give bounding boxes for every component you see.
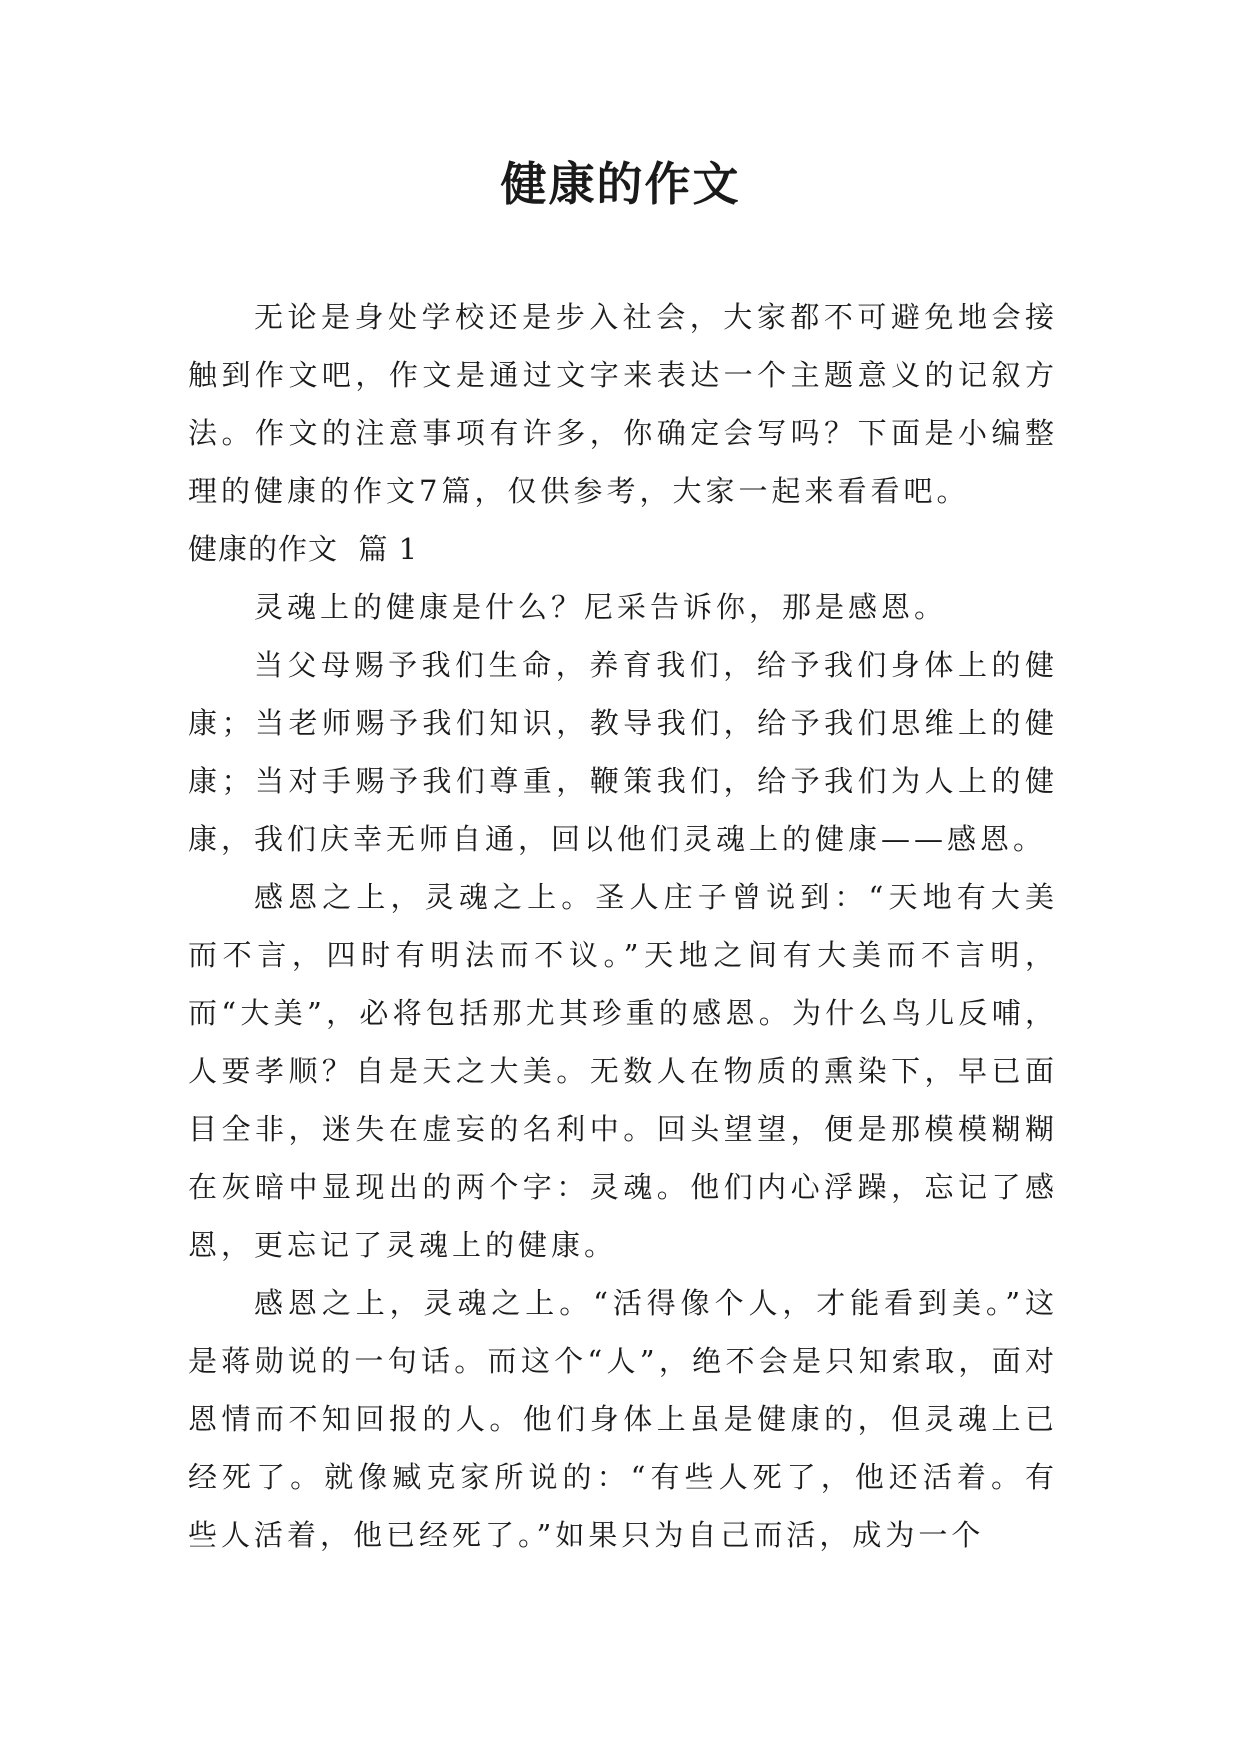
document-body bbox=[188, 288, 1058, 1564]
section-heading: 健康的作文 篇 1 bbox=[188, 532, 419, 566]
intro-paragraph: 无论是身处学校还是步入社会，大家都不可避免地会接触到作文吧，作文是通过文字来表达一个主题意义的记叙方法。作文的注意事项有许多，你确定会写吗？下面是小编整理的健康的作文7篇，仅供参考，大家一起来看看吧。 bbox=[188, 300, 1058, 508]
body-paragraph-4: 感恩之上，灵魂之上。“活得像个人，才能看到美。”这是蒋勋说的一句话。而这个“人”，绝不会是只知索取，面对恩情而不知回报的人。他们身体上虽是健康的，但灵魂上已经死了。就像臧克家所说的：“有些人死了，他还活着。有些人活着，他已经死了。”如果只为自己而活，成为一个 bbox=[188, 1286, 1058, 1552]
body-paragraph-3: 感恩之上，灵魂之上。圣人庄子曾说到：“天地有大美而不言，四时有明法而不议。”天地之间有大美而不言明，而“大美”，必将包括那尤其珍重的感恩。为什么鸟儿反哺，人要孝顺？自是天之大美。无数人在物质的熏染下，早已面目全非，迷失在虚妄的名利中。回头望望，便是那模模糊糊在灰暗中显现出的两个字：灵魂。他们内心浮躁，忘记了感恩，更忘记了灵魂上的健康。 bbox=[188, 880, 1058, 1262]
body-paragraph-1: 灵魂上的健康是什么？尼采告诉你，那是感恩。 bbox=[254, 590, 948, 624]
body-paragraph-2: 当父母赐予我们生命，养育我们，给予我们身体上的健康；当老师赐予我们知识，教导我们，给予我们思维上的健康；当对手赐予我们尊重，鞭策我们，给予我们为人上的健康，我们庆幸无师自通，回以他们灵魂上的健康——感恩。 bbox=[188, 648, 1058, 856]
document-title: 健康的作文 bbox=[500, 157, 741, 211]
